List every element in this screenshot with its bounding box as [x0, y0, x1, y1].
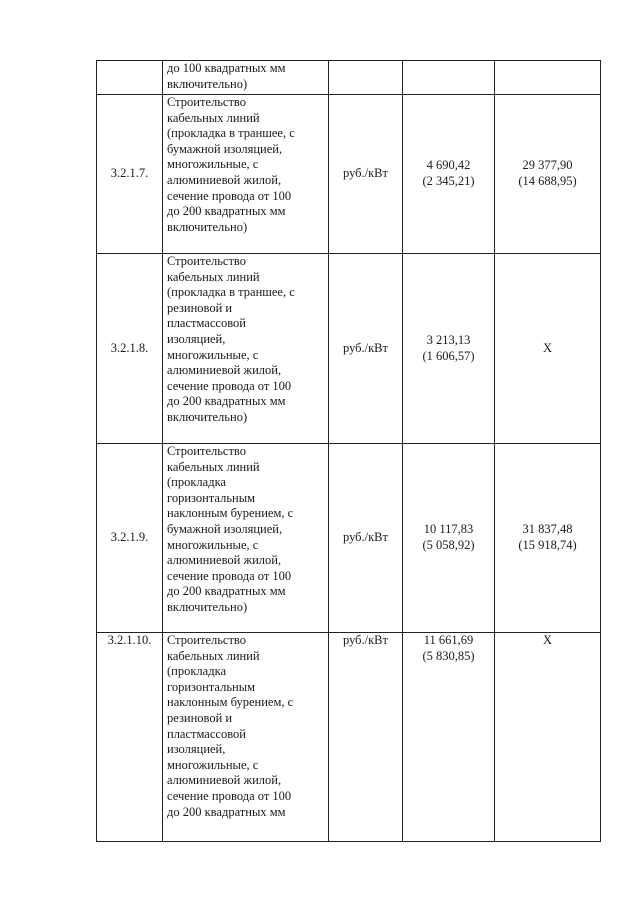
item-description	[163, 61, 329, 95]
table-row	[97, 444, 601, 633]
description-line: пластмассовой	[167, 316, 246, 331]
description-line: сечение провода от 100	[167, 188, 292, 203]
description-line: сечение провода от 100	[167, 378, 292, 393]
table-row	[97, 254, 601, 444]
value-a: 10 117,83	[423, 522, 474, 537]
item-number: 3.2.1.10.	[97, 633, 163, 842]
description-line: Строительство	[167, 633, 247, 647]
table-row	[97, 95, 601, 254]
description-line: изоляцией,	[167, 331, 226, 346]
unit-cell: руб./кВт	[329, 95, 403, 254]
description-line: многожильные, с	[167, 157, 259, 172]
value-b-paren: (14 688,95)	[518, 174, 577, 188]
value-a: 3 213,13	[426, 332, 471, 347]
value-b: 29 377,90	[522, 158, 573, 173]
value-a-cell	[403, 633, 495, 842]
unit-cell: руб./кВт	[329, 633, 403, 842]
value-b: Х	[542, 633, 553, 647]
unit-cell: руб./кВт	[329, 254, 403, 444]
description-line: до 200 квадратных мм	[167, 394, 286, 409]
description-line: (прокладка в траншее, с	[167, 285, 295, 300]
value-b-paren: (15 918,74)	[518, 538, 577, 552]
description-line: изоляцией,	[167, 742, 226, 757]
value-a: 4 690,42	[426, 158, 471, 173]
value-b-cell	[495, 61, 601, 95]
value-b-cell	[495, 254, 601, 444]
value-a-paren: (5 058,92)	[422, 538, 475, 552]
item-description	[163, 633, 329, 842]
item-description	[163, 254, 329, 444]
value-b-cell	[495, 633, 601, 842]
description-line: алюминиевой жилой,	[167, 553, 282, 568]
table-row	[97, 633, 601, 842]
description-line: включительно)	[167, 599, 248, 614]
description-line: сечение провода от 100	[167, 788, 292, 803]
table-row	[97, 61, 601, 95]
value-b-cell	[495, 444, 601, 633]
description-line: горизонтальным	[167, 490, 256, 505]
unit-cell	[329, 61, 403, 95]
description-line: кабельных линий	[167, 110, 260, 125]
description-line: пластмассовой	[167, 726, 246, 741]
description-line: (прокладка	[167, 664, 227, 679]
description-line: многожильные, с	[167, 757, 259, 772]
value-a-cell	[403, 254, 495, 444]
value-a-paren: (1 606,57)	[422, 348, 475, 363]
description-line: наклонным бурением, с	[167, 506, 294, 521]
item-number: 3.2.1.7.	[97, 95, 163, 254]
description-line: до 200 квадратных мм	[167, 804, 286, 819]
value-a-paren: (5 830,85)	[422, 648, 475, 663]
item-number: 3.2.1.9.	[97, 444, 163, 633]
description-line: бумажной изоляцией,	[167, 521, 283, 536]
description-line: алюминиевой жилой,	[167, 773, 282, 788]
description-line: алюминиевой жилой,	[167, 363, 282, 378]
value-a: 11 661,69	[423, 633, 474, 647]
value-a-paren: (2 345,21)	[422, 174, 475, 188]
description-line: сечение провода от 100	[167, 568, 292, 583]
unit-cell: руб./кВт	[329, 444, 403, 633]
item-description	[163, 95, 329, 254]
description-line: алюминиевой жилой,	[167, 172, 282, 187]
description-line: (прокладка	[167, 475, 227, 490]
value-a-cell	[403, 95, 495, 254]
item-number	[97, 61, 163, 95]
description-line: кабельных линий	[167, 269, 260, 284]
value-a-cell	[403, 444, 495, 633]
value-a-cell	[403, 61, 495, 95]
item-description	[163, 444, 329, 633]
description-line: многожильные, с	[167, 537, 259, 552]
description-line: включительно)	[167, 76, 248, 91]
description-line: бумажной изоляцией,	[167, 141, 283, 156]
description-line: Строительство	[167, 95, 247, 109]
description-line: кабельных линий	[167, 459, 260, 474]
item-number: 3.2.1.8.	[97, 254, 163, 444]
description-line: до 100 квадратных мм	[167, 61, 286, 75]
description-line: кабельных линий	[167, 648, 260, 663]
description-line: горизонтальным	[167, 679, 256, 694]
description-line: (прокладка в траншее, с	[167, 126, 295, 141]
description-line: резиновой и	[167, 300, 233, 315]
value-b-cell	[495, 95, 601, 254]
description-line: до 200 квадратных мм	[167, 204, 286, 219]
description-line: включительно)	[167, 219, 248, 234]
tariff-table	[96, 60, 601, 842]
description-line: многожильные, с	[167, 347, 259, 362]
value-b: Х	[542, 340, 553, 355]
description-line: включительно)	[167, 409, 248, 424]
description-line: Строительство	[167, 254, 247, 268]
description-line: Строительство	[167, 444, 247, 458]
description-line: наклонным бурением, с	[167, 695, 294, 710]
description-line: до 200 квадратных мм	[167, 584, 286, 599]
description-line: резиновой и	[167, 710, 233, 725]
value-b: 31 837,48	[522, 522, 573, 537]
